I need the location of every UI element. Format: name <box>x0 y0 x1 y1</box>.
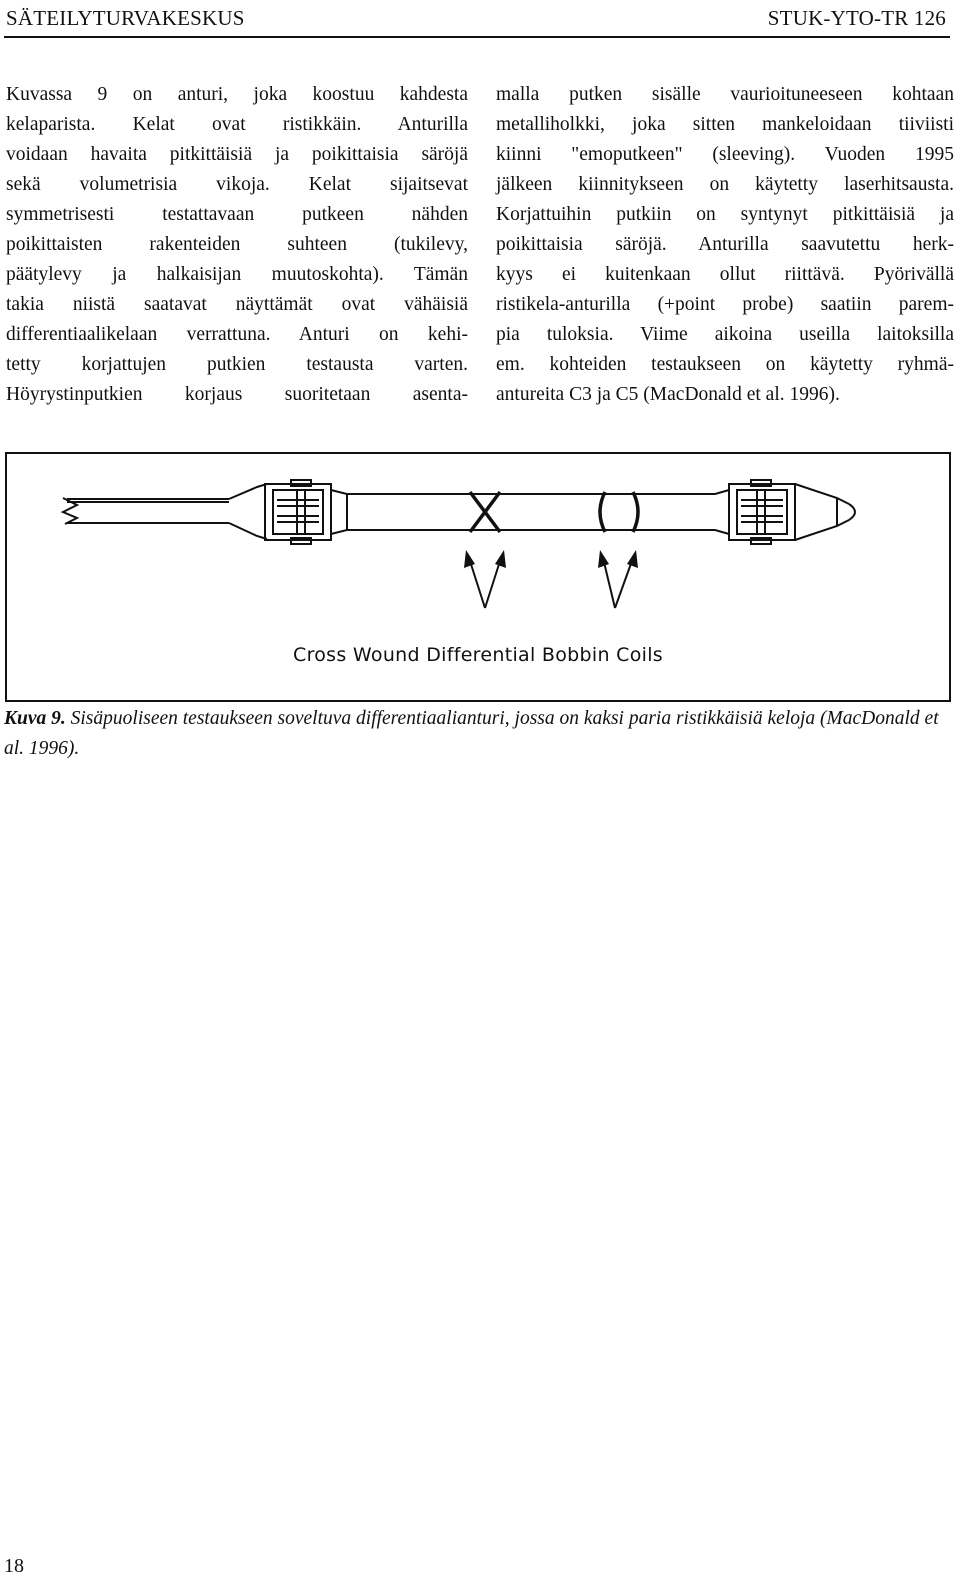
text-line: Höyrystinputkien korjaus suoritetaan asenta- <box>6 384 468 405</box>
running-header-right: STUK-YTO-TR 126 <box>767 6 946 30</box>
text-line: Korjattuihin putkiin on syntynyt pitkittäisiä ja <box>496 204 954 225</box>
running-header-left: SÄTEILYTURVAKESKUS <box>6 6 245 30</box>
left-taper <box>229 484 267 539</box>
text-line: ristikela-anturilla (+point probe) saatiin parem- <box>496 294 954 315</box>
text-line: poikittaisia säröjä. Anturilla saavutettu herk- <box>496 234 954 255</box>
body-column-right <box>496 80 954 410</box>
header-rule <box>4 36 950 38</box>
nose-cone <box>795 484 855 540</box>
text-line: Kuvassa 9 on anturi, joka koostuu kahdesta <box>6 84 468 105</box>
text-line: jälkeen kiinnitykseen on käytetty laserhitsausta. <box>496 174 954 195</box>
page-number: 18 <box>4 1555 24 1577</box>
left-centering-disc <box>265 480 347 544</box>
text-line: em. kohteiden testaukseen on käytetty ryhmä- <box>496 354 954 375</box>
cross-wound-coil-2 <box>600 492 638 532</box>
text-line: takia niistä saatavat näyttämät ovat vähäisiä <box>6 294 468 315</box>
text-line: kelaparista. Kelat ovat ristikkäin. Anturilla <box>6 114 468 135</box>
text-line: tetty korjattujen putkien testausta varten. <box>6 354 468 375</box>
text-line: metalliholkki, joka sitten mankeloidaan tiiviisti <box>496 114 954 135</box>
text-line: differentiaalikelaan verrattuna. Anturi on kehi- <box>6 324 468 345</box>
figure-frame <box>5 452 951 702</box>
text-line: kiinni "emoputkeen" (sleeving). Vuoden 1995 <box>496 144 954 165</box>
probe-cable <box>63 498 229 524</box>
text-line: malla putken sisälle vaurioituneeseen kohtaan <box>496 84 954 105</box>
text-line: sekä volumetrisia vikoja. Kelat sijaitsevat <box>6 174 468 195</box>
text-line: voidaan havaita pitkittäisiä ja poikittaisia säröjä <box>6 144 468 165</box>
right-centering-disc <box>715 480 795 544</box>
text-line: symmetrisesti testattavaan putkeen nähden <box>6 204 468 225</box>
text-line: antureita C3 ja C5 (MacDonald et al. 1996). <box>496 384 840 405</box>
figure-label: Cross Wound Differential Bobbin Coils <box>293 644 663 666</box>
pointer-arrows <box>469 558 633 608</box>
caption-label: Kuva 9. <box>4 708 66 729</box>
caption-text: Sisäpuoliseen testaukseen soveltuva differentiaalianturi, jossa on kaksi paria ristikkäisiä keloja (MacDonald et al. 1996). <box>4 708 939 759</box>
body-column-left <box>6 80 468 410</box>
text-line: poikittaisten rakenteiden suhteen (tukilevy, <box>6 234 468 255</box>
arrow-heads <box>464 550 638 568</box>
cross-wound-coil-1 <box>470 492 500 532</box>
text-line: pia tuloksia. Viime aikoina useilla laitoksilla <box>496 324 954 345</box>
figure-caption <box>4 704 954 764</box>
probe-body <box>347 494 715 530</box>
text-line: kyys ei kuitenkaan ollut riittävä. Pyörivällä <box>496 264 954 285</box>
text-line: päätylevy ja halkaisijan muutoskohta). Tämän <box>6 264 468 285</box>
